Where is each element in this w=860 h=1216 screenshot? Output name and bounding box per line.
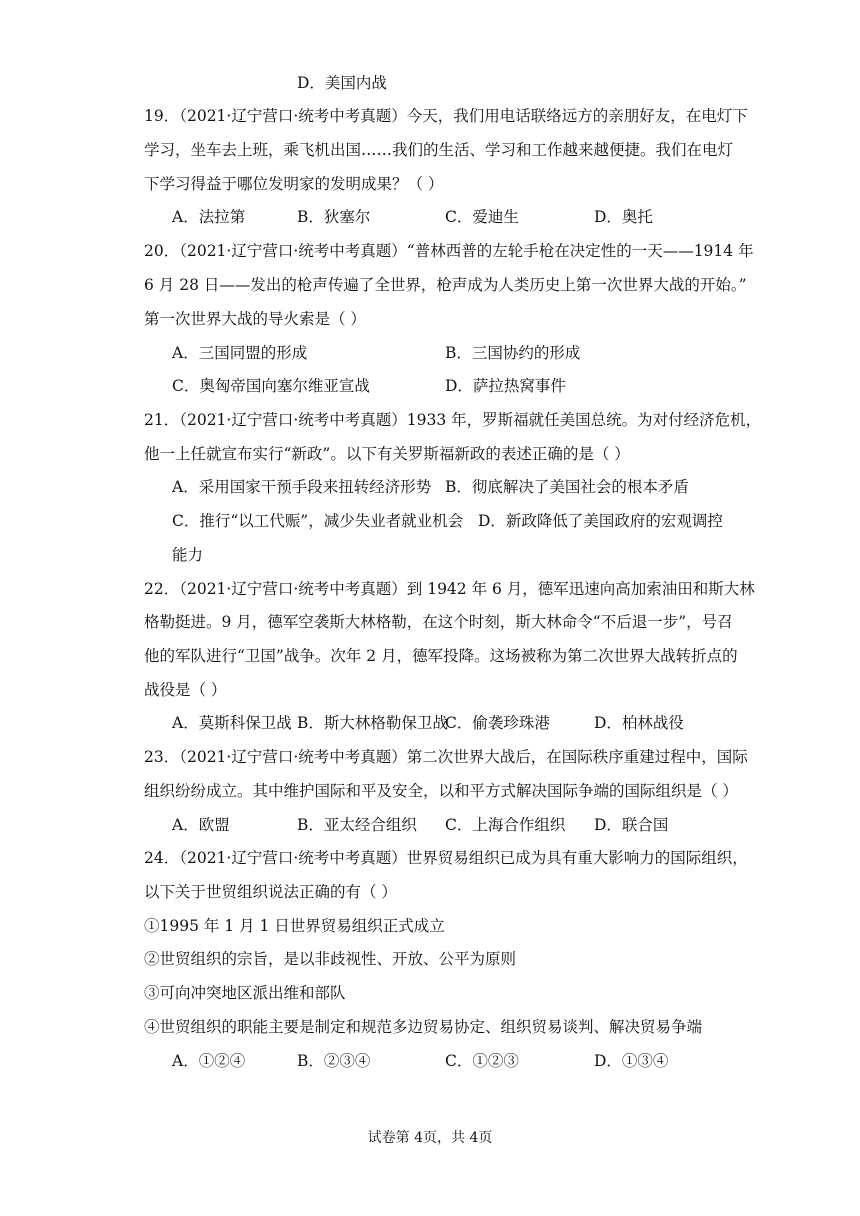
option-a: A．欧盟 xyxy=(172,816,230,834)
option-c: C．偷袭珍珠港 xyxy=(445,714,550,732)
question-line: 下学习得益于哪位发明家的发明成果？（ ） xyxy=(144,175,444,193)
question-line: 6 月 28 日——发出的枪声传遍了全世界，枪声成为人类历史上第一次世界大战的开始。” xyxy=(144,276,747,294)
option-d: D．①③④ xyxy=(594,1052,669,1070)
question-line: 24．（2021·辽宁营口·统考中考真题）世界贸易组织已成为具有重大影响力的国际组织， xyxy=(144,849,748,867)
options-row xyxy=(0,202,860,232)
option-d: D．美国内战 xyxy=(297,74,387,92)
statement-line: ②世贸组织的宗旨，是以非歧视性、开放、公平为原则 xyxy=(144,950,517,968)
question-line: 以下关于世贸组织说法正确的有（ ） xyxy=(144,883,397,901)
option-b: B．②③④ xyxy=(297,1052,371,1070)
option-line xyxy=(0,68,860,98)
options-row xyxy=(0,338,860,368)
option-d: D．萨拉热窝事件 xyxy=(445,377,566,395)
question-line: 他一上任就宣布实行“新政”。以下有关罗斯福新政的表述正确的是（ ） xyxy=(144,445,630,463)
options-row xyxy=(0,472,860,502)
options-row xyxy=(0,810,860,840)
option-b: B．彻底解决了美国社会的根本矛盾 xyxy=(445,478,689,496)
option-b: B．斯大林格勒保卫战 xyxy=(297,714,448,732)
question-line: 23．（2021·辽宁营口·统考中考真题）第二次世界大战后，在国际秩序重建过程中，国际 xyxy=(144,748,748,766)
question-line: 19．（2021·辽宁营口·统考中考真题）今天，我们用电话联络远方的亲朋好友，在电灯下 xyxy=(144,107,748,125)
option-c: C．上海合作组织 xyxy=(445,816,566,834)
question-line: 20．（2021·辽宁营口·统考中考真题）“普林西普的左轮手枪在决定性的一天——1914 年 xyxy=(144,242,754,260)
option-d: D．奥托 xyxy=(594,208,653,226)
statement-line: ③可向冲突地区派出维和部队 xyxy=(144,984,346,1002)
options-row xyxy=(0,540,860,570)
option-c: C．奥匈帝国向塞尔维亚宣战 xyxy=(172,377,370,395)
option-b: B．三国协约的形成 xyxy=(445,344,581,362)
question-line: 他的军队进行“卫国”战争。次年 2 月，德军投降。这场被称为第二次世界大战转折点的 xyxy=(144,647,738,665)
option-b: B．亚太经合组织 xyxy=(297,816,417,834)
option-a: A．法拉第 xyxy=(172,208,246,226)
options-row xyxy=(0,371,860,401)
question-line: 22．（2021·辽宁营口·统考中考真题）到 1942 年 6 月，德军迅速向高加索油田和斯大林 xyxy=(144,580,755,598)
statement-line: ①1995 年 1 月 1 日世界贸易组织正式成立 xyxy=(144,917,445,935)
question-line: 组织纷纷成立。其中维护国际和平及安全，以和平方式解决国际争端的国际组织是（ ） xyxy=(144,782,738,800)
option-c: C．爱迪生 xyxy=(445,208,519,226)
option-d: D．柏林战役 xyxy=(594,714,684,732)
question-line: 学习，坐车去上班，乘飞机出国……我们的生活、学习和工作越来越便捷。我们在电灯 xyxy=(144,141,734,159)
options-row xyxy=(0,1046,860,1076)
page-footer: 试卷第 4页，共 4页 xyxy=(367,1130,493,1146)
option-d-continued: 能力 xyxy=(172,546,204,564)
option-c: C．①②③ xyxy=(445,1052,519,1070)
option-a: A．三国同盟的形成 xyxy=(172,344,308,362)
question-line: 第一次世界大战的导火索是（ ） xyxy=(144,310,366,328)
option-a: A．①②④ xyxy=(172,1052,246,1070)
option-d: D．新政降低了美国政府的宏观调控 xyxy=(478,512,723,530)
options-row xyxy=(0,506,860,536)
option-a: A．莫斯科保卫战 xyxy=(172,714,292,732)
question-line: 战役是（ ） xyxy=(144,681,227,699)
question-line: 21．（2021·辽宁营口·统考中考真题）1933 年，罗斯福就任美国总统。为对付经济危机， xyxy=(144,411,762,429)
option-c: C．推行“以工代赈”，减少失业者就业机会 xyxy=(172,512,464,530)
options-row xyxy=(0,708,860,738)
option-d: D．联合国 xyxy=(594,816,669,834)
option-b: B．狄塞尔 xyxy=(297,208,371,226)
question-line: 格勒挺进。9 月，德军空袭斯大林格勒，在这个时刻，斯大林命令“不后退一步”，号召 xyxy=(144,613,733,631)
statement-line: ④世贸组织的职能主要是制定和规范多边贸易协定、组织贸易谈判、解决贸易争端 xyxy=(144,1018,703,1036)
option-a: A．采用国家干预手段来扭转经济形势 xyxy=(172,478,432,496)
